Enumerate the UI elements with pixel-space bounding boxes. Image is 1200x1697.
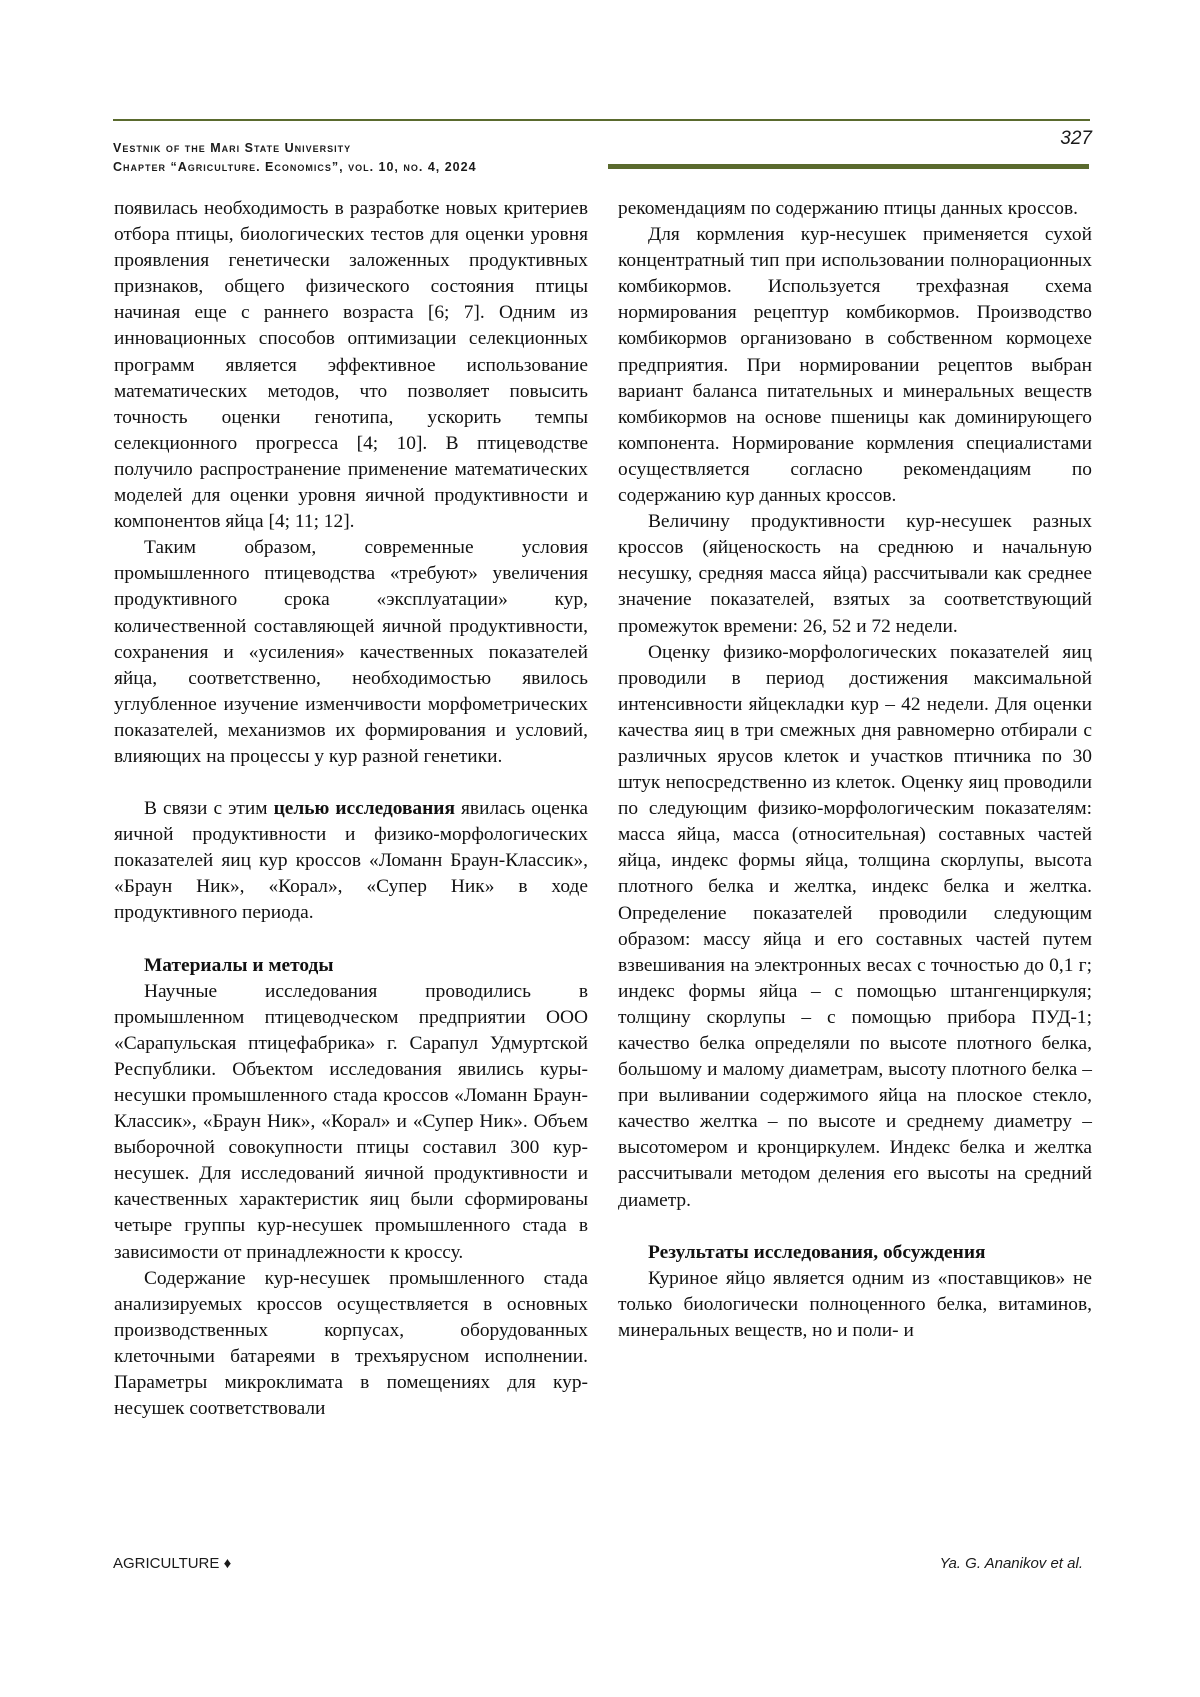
section-heading-results: Результаты исследования, обсуждения <box>648 1241 986 1263</box>
paragraph: Содержание кур-несушек промышленного стада анализируемых кроссов осуществляется в основных производственных корпусах, оборудованных клеточными батареями в трехъярусном исполнении. Параметры микроклимата в помещениях для кур-несушек соответствовали <box>114 1267 588 1420</box>
aim-lead: В связи с этим <box>144 798 274 820</box>
paragraph: Куриное яйцо является одним из «поставщиков» не только биологически полноценного белка, витаминов, минеральных веществ, но и поли- и <box>618 1267 1092 1341</box>
journal-header <box>113 139 477 177</box>
paragraph: Научные исследования проводились в промышленном птицеводческом предприятии ООО «Сарапульская птицефабрика» г. Сарапул Удмуртской Республики. Объектом исследования явились куры-несушки промышленного стада кроссов «Ломанн Браун-Классик», «Браун Ник», «Корал» и «Супер Ник». Объем выборочной совокупности птицы составил 300 кур-несушек. Для исследований яичной продуктивности и качественных характеристик яиц были сформированы четыре группы кур-несушек промышленного стада в зависимости от принадлежности к кроссу. <box>114 980 588 1263</box>
spacer <box>114 770 588 796</box>
journal-title: Vestnik of the Mari State University <box>113 141 352 155</box>
footer-section: AGRICULTURE ♦ <box>113 1555 232 1572</box>
journal-chapter: Chapter “Agriculture. Economics”, vol. 10, no. 4, 2024 <box>113 160 477 174</box>
paragraph: Таким образом, современные условия промышленного птицеводства «требуют» увеличения продуктивного срока «эксплуатации» кур, количественной составляющей яичной продуктивности, сохранения и «усиления» качественных показателей яйца, соответственно, необходимостью явилось углубленное изучение изменчивости морфометрических показателей, механизмов их формирования и условий, влияющих на процессы у кур разной генетики. <box>114 537 588 767</box>
spacer <box>114 927 588 953</box>
paragraph: Величину продуктивности кур-несушек разных кроссов (яйценоскость на среднюю и начальную несушку, средняя масса яйца) рассчитывали как среднее значение показателей, взятых за соответствующий промежуток времени: 26, 52 и 72 недели. <box>618 511 1092 637</box>
paragraph: рекомендациям по содержанию птицы данных кроссов. <box>618 198 1078 219</box>
paragraph: Для кормления кур-несушек применяется сухой концентратный тип при использовании полнорационных комбикормов. Используется трехфазная схема нормирования рецептур комбикормов. Производство комбикормов организовано в собственном кормоцехе предприятия. При нормировании рецептов выбран вариант баланса питательных и минеральных веществ комбикормов на основе пшеницы как доминирующего компонента. Нормирование кормления специалистами осуществляется согласно рекомендациям по содержанию кур данных кроссов. <box>618 224 1092 507</box>
footer-authors: Ya. G. Ananikov et al. <box>939 1555 1083 1572</box>
left-column <box>114 196 588 1422</box>
aim-bold: целью исследования <box>273 798 455 820</box>
aim-rest: явилась оценка яичной продуктивности и физико-морфологических показателей яиц кур кроссов «Ломанн Браун-Классик», «Браун Ник», «Корал», «Супер Ник» в ходе продуктивного периода. <box>114 798 588 924</box>
page-number: 327 <box>1060 128 1092 149</box>
paragraph-aim <box>114 796 588 926</box>
right-column <box>618 196 1092 1344</box>
spacer <box>618 1214 1092 1240</box>
paragraph: Оценку физико-морфологических показателей яиц проводили в период достижения максимальной интенсивности яйцекладки кур – 42 недели. Для оценки качества яиц в три смежных дня равномерно отбирали с различных ярусов клеток и участков птичника по 30 штук непосредственно из клеток. Оценку яиц проводили по следующим физико-морфологическим показателям: масса яйца, масса (относительная) составных частей яйца, индекс формы яйца, толщина скорлупы, высота плотного белка и желтка, индекс белка и желтка. Определение показателей проводили следующим образом: массу яйца и его составных частей путем взвешивания на электронных весах с точностью до 0,1 г; индекс формы яйца – с помощью штангенциркуля; толщину скорлупы – с помощью прибора ПУД-1; качество белка определяли по высоте плотного белка, большому и малому диаметрам, высоту плотного белка – при выливании содержимого яйца на плоское стекло, качество желтка – по высоте и среднему диаметру – высотомером и кронциркулем. Индекс белка и желтка рассчитывали методом деления его высоты на средний диаметр. <box>618 641 1092 1211</box>
header-rule-thick <box>608 164 1089 169</box>
header-rule-top <box>113 119 1090 121</box>
section-heading-methods: Материалы и методы <box>144 954 334 976</box>
paragraph: появилась необходимость в разработке новых критериев отбора птицы, биологических тестов для оценки уровня проявления генетически заложенных продуктивных признаков, общего физического состояния птицы начиная еще с раннего возраста [6; 7]. Одним из инновационных способов оптимизации селекционных программ является эффективное использование математических методов, что позволяет повысить точность оценки генотипа, ускорить темпы селекционного прогресса [4; 10]. В птицеводстве получило распространение применение математических моделей для оценки уровня яичной продуктивности и компонентов яйца [4; 11; 12]. <box>114 198 588 533</box>
